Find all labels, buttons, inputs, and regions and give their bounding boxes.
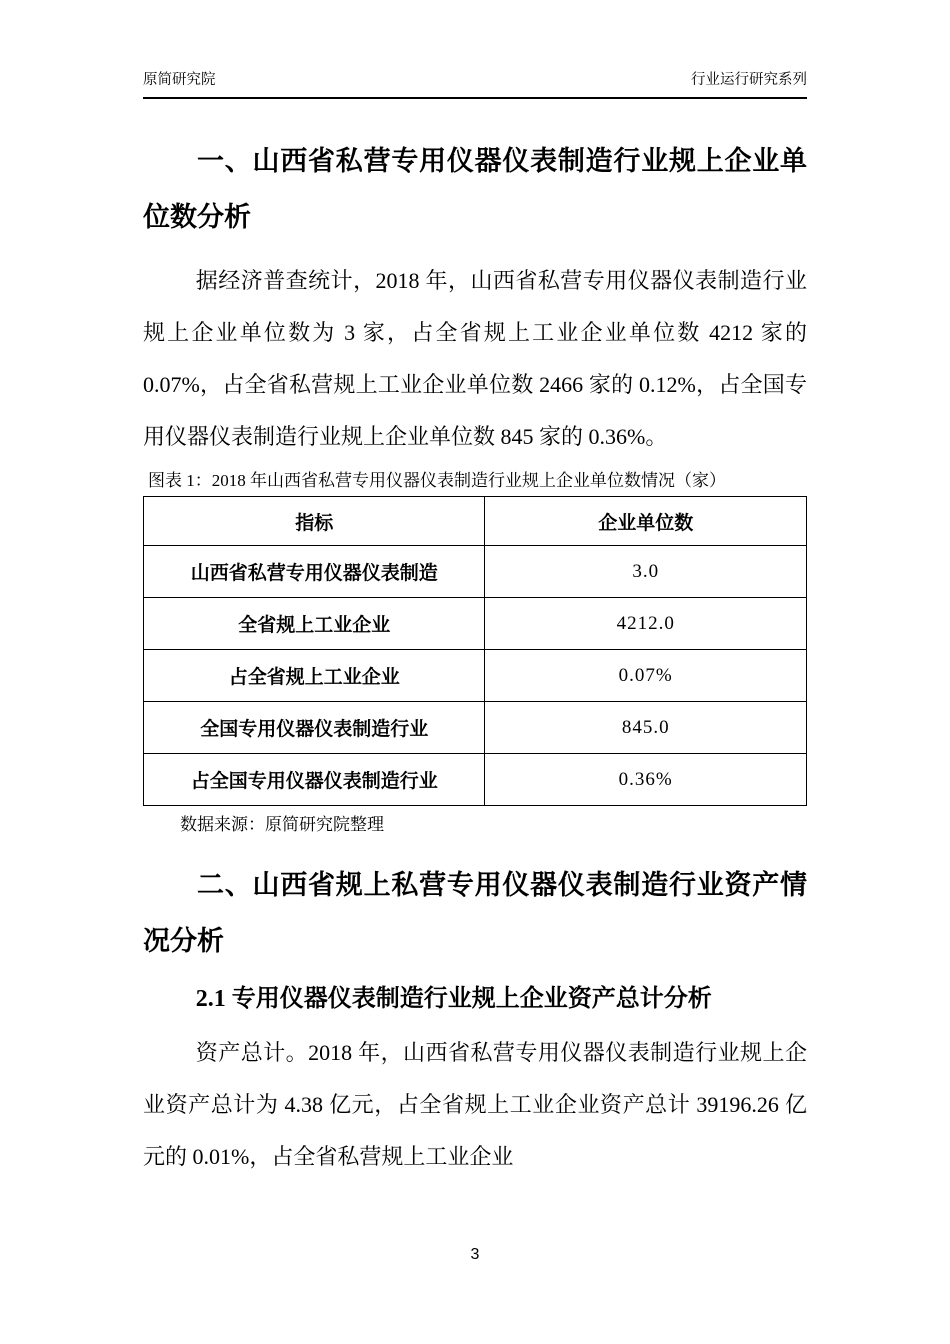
column-header-units: 企业单位数	[485, 497, 807, 546]
value-cell: 4212.0	[485, 598, 807, 650]
table-caption: 图表 1：2018 年山西省私营专用仪器仪表制造行业规上企业单位数情况（家）	[148, 471, 726, 490]
value-cell: 0.36%	[485, 754, 807, 806]
value-cell: 845.0	[485, 702, 807, 754]
value-cell: 0.07%	[485, 650, 807, 702]
table-row	[144, 702, 807, 754]
header-right-text: 行业运行研究系列	[691, 72, 807, 88]
running-header	[143, 70, 807, 99]
table-row	[144, 598, 807, 650]
data-source-note: 数据来源：原简研究院整理	[180, 815, 384, 834]
section2-subtitle: 2.1 专用仪器仪表制造行业规上企业资产总计分析	[195, 986, 712, 1012]
indicator-cell: 全省规上工业企业	[144, 598, 485, 650]
page-number: 3	[470, 1246, 480, 1263]
table-header-row	[144, 497, 807, 546]
section2-title: 二、山西省规上私营专用仪器仪表制造行业资产情况分析	[143, 870, 807, 956]
table-row	[144, 546, 807, 598]
units-table	[143, 496, 807, 806]
indicator-cell: 山西省私营专用仪器仪表制造	[144, 546, 485, 598]
section1-paragraph: 据经济普查统计，2018 年，山西省私营专用仪器仪表制造行业规上企业单位数为 3 家，占全省规上工业企业单位数 4212 家的 0.07%，占全省私营规上工业企业单位数 2466 家的 0.12%，占全国专用仪器仪表制造行业规上企业单位数 845 家的 0.36%。	[143, 268, 807, 449]
indicator-cell: 占全省规上工业企业	[144, 650, 485, 702]
section1-title: 一、山西省私营专用仪器仪表制造行业规上企业单位数分析	[143, 146, 807, 232]
section2-paragraph: 资产总计。2018 年，山西省私营专用仪器仪表制造行业规上企业资产总计为 4.38 亿元，占全省规上工业企业资产总计 39196.26 亿元的 0.01%，占全省私营规上工业企业	[143, 1040, 807, 1169]
indicator-cell: 占全国专用仪器仪表制造行业	[144, 754, 485, 806]
table-row	[144, 650, 807, 702]
table-row	[144, 754, 807, 806]
indicator-cell: 全国专用仪器仪表制造行业	[144, 702, 485, 754]
value-cell: 3.0	[485, 546, 807, 598]
column-header-indicator: 指标	[144, 497, 485, 546]
header-left-text: 原简研究院	[143, 72, 216, 88]
